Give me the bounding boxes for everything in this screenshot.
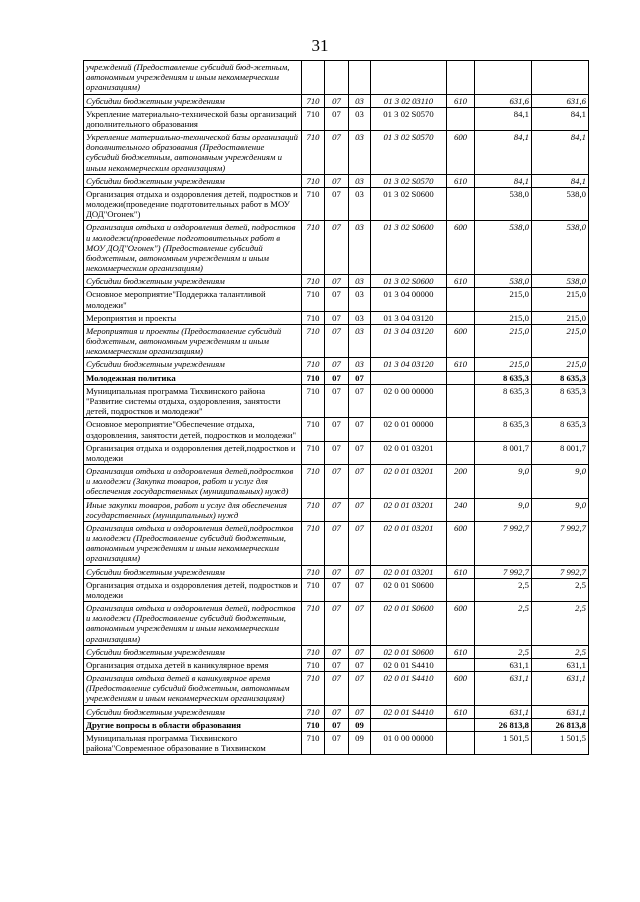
subsection-code-cell: 03 [349,94,371,107]
table-row [84,658,589,671]
amount-cell: 84,1 [475,174,532,187]
section-code-cell: 07 [325,418,349,441]
expense-type-cell [447,658,475,671]
section-code-cell: 07 [325,384,349,418]
subsection-code-cell: 07 [349,418,371,441]
table-row [84,441,589,464]
amount-total-cell: 538,0 [532,187,589,221]
table-row [84,311,589,324]
section-code-cell: 07 [325,465,349,499]
target-article-cell: 02 0 01 S4410 [371,672,447,706]
target-article-cell: 01 3 02 S0600 [371,275,447,288]
row-name-cell: Мероприятия и проекты (Предоставление субсидий бюджетным, автономным учреждениям и иным некоммерческим организациям) [84,324,302,358]
target-article-cell: 01 3 04 03120 [371,324,447,358]
amount-total-cell: 538,0 [532,275,589,288]
section-code-cell: 07 [325,565,349,578]
amount-total-cell: 215,0 [532,311,589,324]
amount-total-cell: 538,0 [532,221,589,275]
row-name-cell: Муниципальная программа Тихвинского района"Современное образование в Тихвинском [84,731,302,754]
amount-total-cell: 631,6 [532,94,589,107]
admin-code-cell: 710 [302,705,325,718]
section-code-cell: 07 [325,311,349,324]
expense-type-cell: 610 [447,645,475,658]
admin-code-cell: 710 [302,578,325,601]
section-code-cell: 07 [325,672,349,706]
subsection-code-cell: 03 [349,358,371,371]
subsection-code-cell: 03 [349,131,371,175]
expense-type-cell: 610 [447,94,475,107]
amount-total-cell: 215,0 [532,358,589,371]
amount-cell: 215,0 [475,288,532,311]
subsection-code-cell: 03 [349,311,371,324]
row-name-cell: Организация отдыха и оздоровления детей, подростков и молодежи [84,578,302,601]
section-code-cell: 07 [325,731,349,754]
amount-cell: 7 992,7 [475,521,532,565]
subsection-code-cell: 03 [349,174,371,187]
amount-total-cell: 215,0 [532,288,589,311]
target-article-cell: 01 3 02 S0600 [371,221,447,275]
amount-cell: 631,1 [475,705,532,718]
amount-cell: 8 001,7 [475,441,532,464]
admin-code-cell: 710 [302,358,325,371]
admin-code-cell: 710 [302,441,325,464]
amount-total-cell: 7 992,7 [532,521,589,565]
subsection-code-cell: 07 [349,565,371,578]
target-article-cell: 01 3 02 S0600 [371,187,447,221]
row-name-cell: Другие вопросы в области образования [84,718,302,731]
table-row [84,358,589,371]
row-name-cell: Организация отдыха детей в каникулярное время [84,658,302,671]
subsection-code-cell: 07 [349,602,371,646]
amount-total-cell: 631,1 [532,658,589,671]
table-row [84,371,589,384]
table-row [84,187,589,221]
admin-code-cell: 710 [302,384,325,418]
admin-code-cell: 710 [302,565,325,578]
subsection-code-cell: 03 [349,107,371,130]
table-row [84,174,589,187]
table-row [84,521,589,565]
subsection-code-cell: 07 [349,441,371,464]
row-name-cell: Организация отдыха и оздоровления детей, подростков и молодежи(проведение подготовительных работ в МОУ ДОД"Огонек") (Предоставление субсидий бюджетным, автономным учреждениям и иным некоммерческим организациям) [84,221,302,275]
amount-total-cell: 215,0 [532,324,589,358]
amount-total-cell [532,61,589,95]
amount-total-cell: 9,0 [532,465,589,499]
amount-cell [475,61,532,95]
amount-cell: 631,1 [475,672,532,706]
target-article-cell: 01 3 04 03120 [371,358,447,371]
target-article-cell [371,371,447,384]
expense-type-cell [447,384,475,418]
subsection-code-cell: 03 [349,187,371,221]
target-article-cell: 02 0 01 S0600 [371,645,447,658]
row-name-cell: Основное мероприятие"Обеспечение отдыха, оздоровления, занятости детей, подростков и молодежи" [84,418,302,441]
row-name-cell: Организация отдыха и оздоровления детей,подростков и молодежи (Предоставление субсидий бюджетным, автономным учреждениям и иным некоммерческим организациям) [84,521,302,565]
table-row [84,107,589,130]
admin-code-cell: 710 [302,498,325,521]
table-row [84,94,589,107]
admin-code-cell: 710 [302,174,325,187]
admin-code-cell: 710 [302,658,325,671]
amount-cell: 2,5 [475,645,532,658]
amount-cell: 1 501,5 [475,731,532,754]
section-code-cell: 07 [325,221,349,275]
amount-total-cell: 2,5 [532,602,589,646]
expense-type-cell [447,441,475,464]
amount-total-cell: 2,5 [532,645,589,658]
section-code-cell: 07 [325,107,349,130]
subsection-code-cell: 09 [349,718,371,731]
section-code-cell: 07 [325,645,349,658]
section-code-cell: 07 [325,94,349,107]
target-article-cell [371,718,447,731]
amount-cell: 538,0 [475,275,532,288]
page-number: 31 [311,36,329,55]
admin-code-cell: 710 [302,221,325,275]
table-row [84,465,589,499]
expense-type-cell [447,371,475,384]
amount-total-cell: 8 635,3 [532,418,589,441]
section-code-cell: 07 [325,358,349,371]
admin-code-cell: 710 [302,371,325,384]
subsection-code-cell: 07 [349,498,371,521]
table-row [84,602,589,646]
expense-type-cell: 610 [447,275,475,288]
section-code-cell: 07 [325,131,349,175]
subsection-code-cell: 07 [349,705,371,718]
expense-type-cell [447,288,475,311]
target-article-cell: 01 3 02 S0570 [371,174,447,187]
expense-type-cell: 600 [447,221,475,275]
admin-code-cell: 710 [302,131,325,175]
row-name-cell: Субсидии бюджетным учреждениям [84,705,302,718]
subsection-code-cell: 03 [349,324,371,358]
amount-total-cell: 1 501,5 [532,731,589,754]
amount-cell: 7 992,7 [475,565,532,578]
section-code-cell: 07 [325,441,349,464]
table-row [84,418,589,441]
target-article-cell: 02 0 01 03201 [371,465,447,499]
table-row [84,384,589,418]
target-article-cell: 01 3 04 00000 [371,288,447,311]
amount-cell: 538,0 [475,187,532,221]
target-article-cell: 01 3 02 S0570 [371,131,447,175]
subsection-code-cell: 03 [349,275,371,288]
subsection-code-cell: 07 [349,645,371,658]
admin-code-cell: 710 [302,718,325,731]
amount-cell: 215,0 [475,324,532,358]
expense-type-cell: 600 [447,324,475,358]
target-article-cell: 02 0 01 00000 [371,418,447,441]
subsection-code-cell: 07 [349,658,371,671]
amount-total-cell: 2,5 [532,578,589,601]
amount-cell: 9,0 [475,465,532,499]
table-row [84,498,589,521]
amount-cell: 84,1 [475,131,532,175]
admin-code-cell: 710 [302,288,325,311]
amount-cell: 8 635,3 [475,384,532,418]
target-article-cell: 01 3 02 03110 [371,94,447,107]
section-code-cell: 07 [325,658,349,671]
target-article-cell: 02 0 01 S4410 [371,658,447,671]
row-name-cell: Субсидии бюджетным учреждениям [84,174,302,187]
subsection-code-cell: 09 [349,731,371,754]
target-article-cell: 02 0 00 00000 [371,384,447,418]
subsection-code-cell: 07 [349,672,371,706]
amount-cell: 538,0 [475,221,532,275]
row-name-cell: Субсидии бюджетным учреждениям [84,565,302,578]
expense-type-cell [447,418,475,441]
admin-code-cell: 710 [302,94,325,107]
target-article-cell: 01 3 02 S0570 [371,107,447,130]
table-row [84,324,589,358]
row-name-cell: Молодежная политика [84,371,302,384]
expense-type-cell [447,61,475,95]
expense-type-cell [447,731,475,754]
table-row [84,578,589,601]
section-code-cell: 07 [325,288,349,311]
subsection-code-cell [349,61,371,95]
amount-total-cell: 84,1 [532,131,589,175]
amount-total-cell: 8 635,3 [532,371,589,384]
subsection-code-cell: 03 [349,288,371,311]
amount-cell: 8 635,3 [475,371,532,384]
admin-code-cell: 710 [302,465,325,499]
subsection-code-cell: 07 [349,465,371,499]
expense-type-cell: 610 [447,705,475,718]
target-article-cell: 02 0 01 03201 [371,521,447,565]
admin-code-cell: 710 [302,672,325,706]
subsection-code-cell: 07 [349,578,371,601]
section-code-cell: 07 [325,705,349,718]
section-code-cell: 07 [325,602,349,646]
amount-cell: 2,5 [475,602,532,646]
table-row [84,288,589,311]
row-name-cell: Мероприятия и проекты [84,311,302,324]
table-row [84,705,589,718]
expense-type-cell: 240 [447,498,475,521]
row-name-cell: Субсидии бюджетным учреждениям [84,94,302,107]
target-article-cell: 02 0 01 03201 [371,498,447,521]
admin-code-cell: 710 [302,602,325,646]
table-row [84,131,589,175]
table-row [84,645,589,658]
admin-code-cell: 710 [302,731,325,754]
subsection-code-cell: 07 [349,521,371,565]
target-article-cell [371,61,447,95]
amount-cell: 26 813,8 [475,718,532,731]
expense-type-cell: 610 [447,565,475,578]
admin-code-cell [302,61,325,95]
target-article-cell: 01 0 00 00000 [371,731,447,754]
row-name-cell: Субсидии бюджетным учреждениям [84,358,302,371]
section-code-cell: 07 [325,578,349,601]
expense-type-cell: 600 [447,672,475,706]
admin-code-cell: 710 [302,324,325,358]
section-code-cell: 07 [325,718,349,731]
section-code-cell: 07 [325,498,349,521]
section-code-cell: 07 [325,187,349,221]
table-row [84,672,589,706]
amount-cell: 631,6 [475,94,532,107]
target-article-cell: 02 0 01 S0600 [371,578,447,601]
amount-total-cell: 8 001,7 [532,441,589,464]
expense-type-cell [447,578,475,601]
section-code-cell: 07 [325,275,349,288]
target-article-cell: 02 0 01 03201 [371,441,447,464]
admin-code-cell: 710 [302,418,325,441]
row-name-cell: Субсидии бюджетным учреждениям [84,645,302,658]
row-name-cell: Организация отдыха и оздоровления детей,подростков и молодежи (Закупка товаров, работ и услуг для обеспечения государственных (муниципальных) нужд) [84,465,302,499]
target-article-cell: 02 0 01 S0600 [371,602,447,646]
amount-total-cell: 84,1 [532,107,589,130]
amount-cell: 215,0 [475,358,532,371]
subsection-code-cell: 07 [349,371,371,384]
admin-code-cell: 710 [302,645,325,658]
section-code-cell [325,61,349,95]
table-row [84,61,589,95]
budget-table [83,60,589,755]
section-code-cell: 07 [325,521,349,565]
row-name-cell: Организация отдыха и оздоровления детей, подростков и молодежи (Предоставление субсидий бюджетным, автономным учреждениям и иным некоммерческим организациям) [84,602,302,646]
section-code-cell: 07 [325,371,349,384]
table-row [84,718,589,731]
admin-code-cell: 710 [302,275,325,288]
section-code-cell: 07 [325,324,349,358]
expense-type-cell: 600 [447,602,475,646]
target-article-cell: 01 3 04 03120 [371,311,447,324]
amount-total-cell: 631,1 [532,672,589,706]
admin-code-cell: 710 [302,187,325,221]
amount-cell: 2,5 [475,578,532,601]
amount-total-cell: 84,1 [532,174,589,187]
row-name-cell: учреждений (Предоставление субсидий бюд-жетным, автономным учреждениям и иным некоммерческим организациям) [84,61,302,95]
amount-total-cell: 7 992,7 [532,565,589,578]
expense-type-cell: 600 [447,521,475,565]
row-name-cell: Организация отдыха и оздоровления детей,подростков и молодежи [84,441,302,464]
row-name-cell: Укрепление материально-технической базы организаций дополнительного образования (Предоставление субсидий бюджетным, автономным учреждениям и иным некоммерческим организациям) [84,131,302,175]
expense-type-cell [447,718,475,731]
amount-total-cell: 631,1 [532,705,589,718]
expense-type-cell: 600 [447,131,475,175]
amount-total-cell: 26 813,8 [532,718,589,731]
amount-cell: 9,0 [475,498,532,521]
target-article-cell: 02 0 01 03201 [371,565,447,578]
expense-type-cell: 610 [447,174,475,187]
amount-total-cell: 9,0 [532,498,589,521]
admin-code-cell: 710 [302,521,325,565]
table-row [84,275,589,288]
expense-type-cell [447,311,475,324]
expense-type-cell: 200 [447,465,475,499]
row-name-cell: Основное мероприятие"Поддержка талантливой молодежи" [84,288,302,311]
section-code-cell: 07 [325,174,349,187]
expense-type-cell [447,187,475,221]
amount-total-cell: 8 635,3 [532,384,589,418]
admin-code-cell: 710 [302,107,325,130]
row-name-cell: Муниципальная программа Тихвинского района "Развитие системы отдыха, оздоровления, занятости детей, подростков и молодежи" [84,384,302,418]
row-name-cell: Организация отдыха детей в каникулярное время (Предоставление субсидий бюджетным, автономным учреждениям и иным некоммерческим организациям) [84,672,302,706]
row-name-cell: Укрепление материально-технической базы организаций дополнительного образования [84,107,302,130]
expense-type-cell [447,107,475,130]
subsection-code-cell: 03 [349,221,371,275]
table-row [84,221,589,275]
amount-cell: 215,0 [475,311,532,324]
expense-type-cell: 610 [447,358,475,371]
amount-cell: 8 635,3 [475,418,532,441]
amount-cell: 84,1 [475,107,532,130]
subsection-code-cell: 07 [349,384,371,418]
admin-code-cell: 710 [302,311,325,324]
row-name-cell: Организация отдыха и оздоровления детей, подростков и молодежи(проведение подготовительных работ в МОУ ДОД"Огонек") [84,187,302,221]
row-name-cell: Иные закупки товаров, работ и услуг для обеспечения государственных (муниципальных) нужд [84,498,302,521]
target-article-cell: 02 0 01 S4410 [371,705,447,718]
amount-cell: 631,1 [475,658,532,671]
row-name-cell: Субсидии бюджетным учреждениям [84,275,302,288]
table-row [84,731,589,754]
table-row [84,565,589,578]
